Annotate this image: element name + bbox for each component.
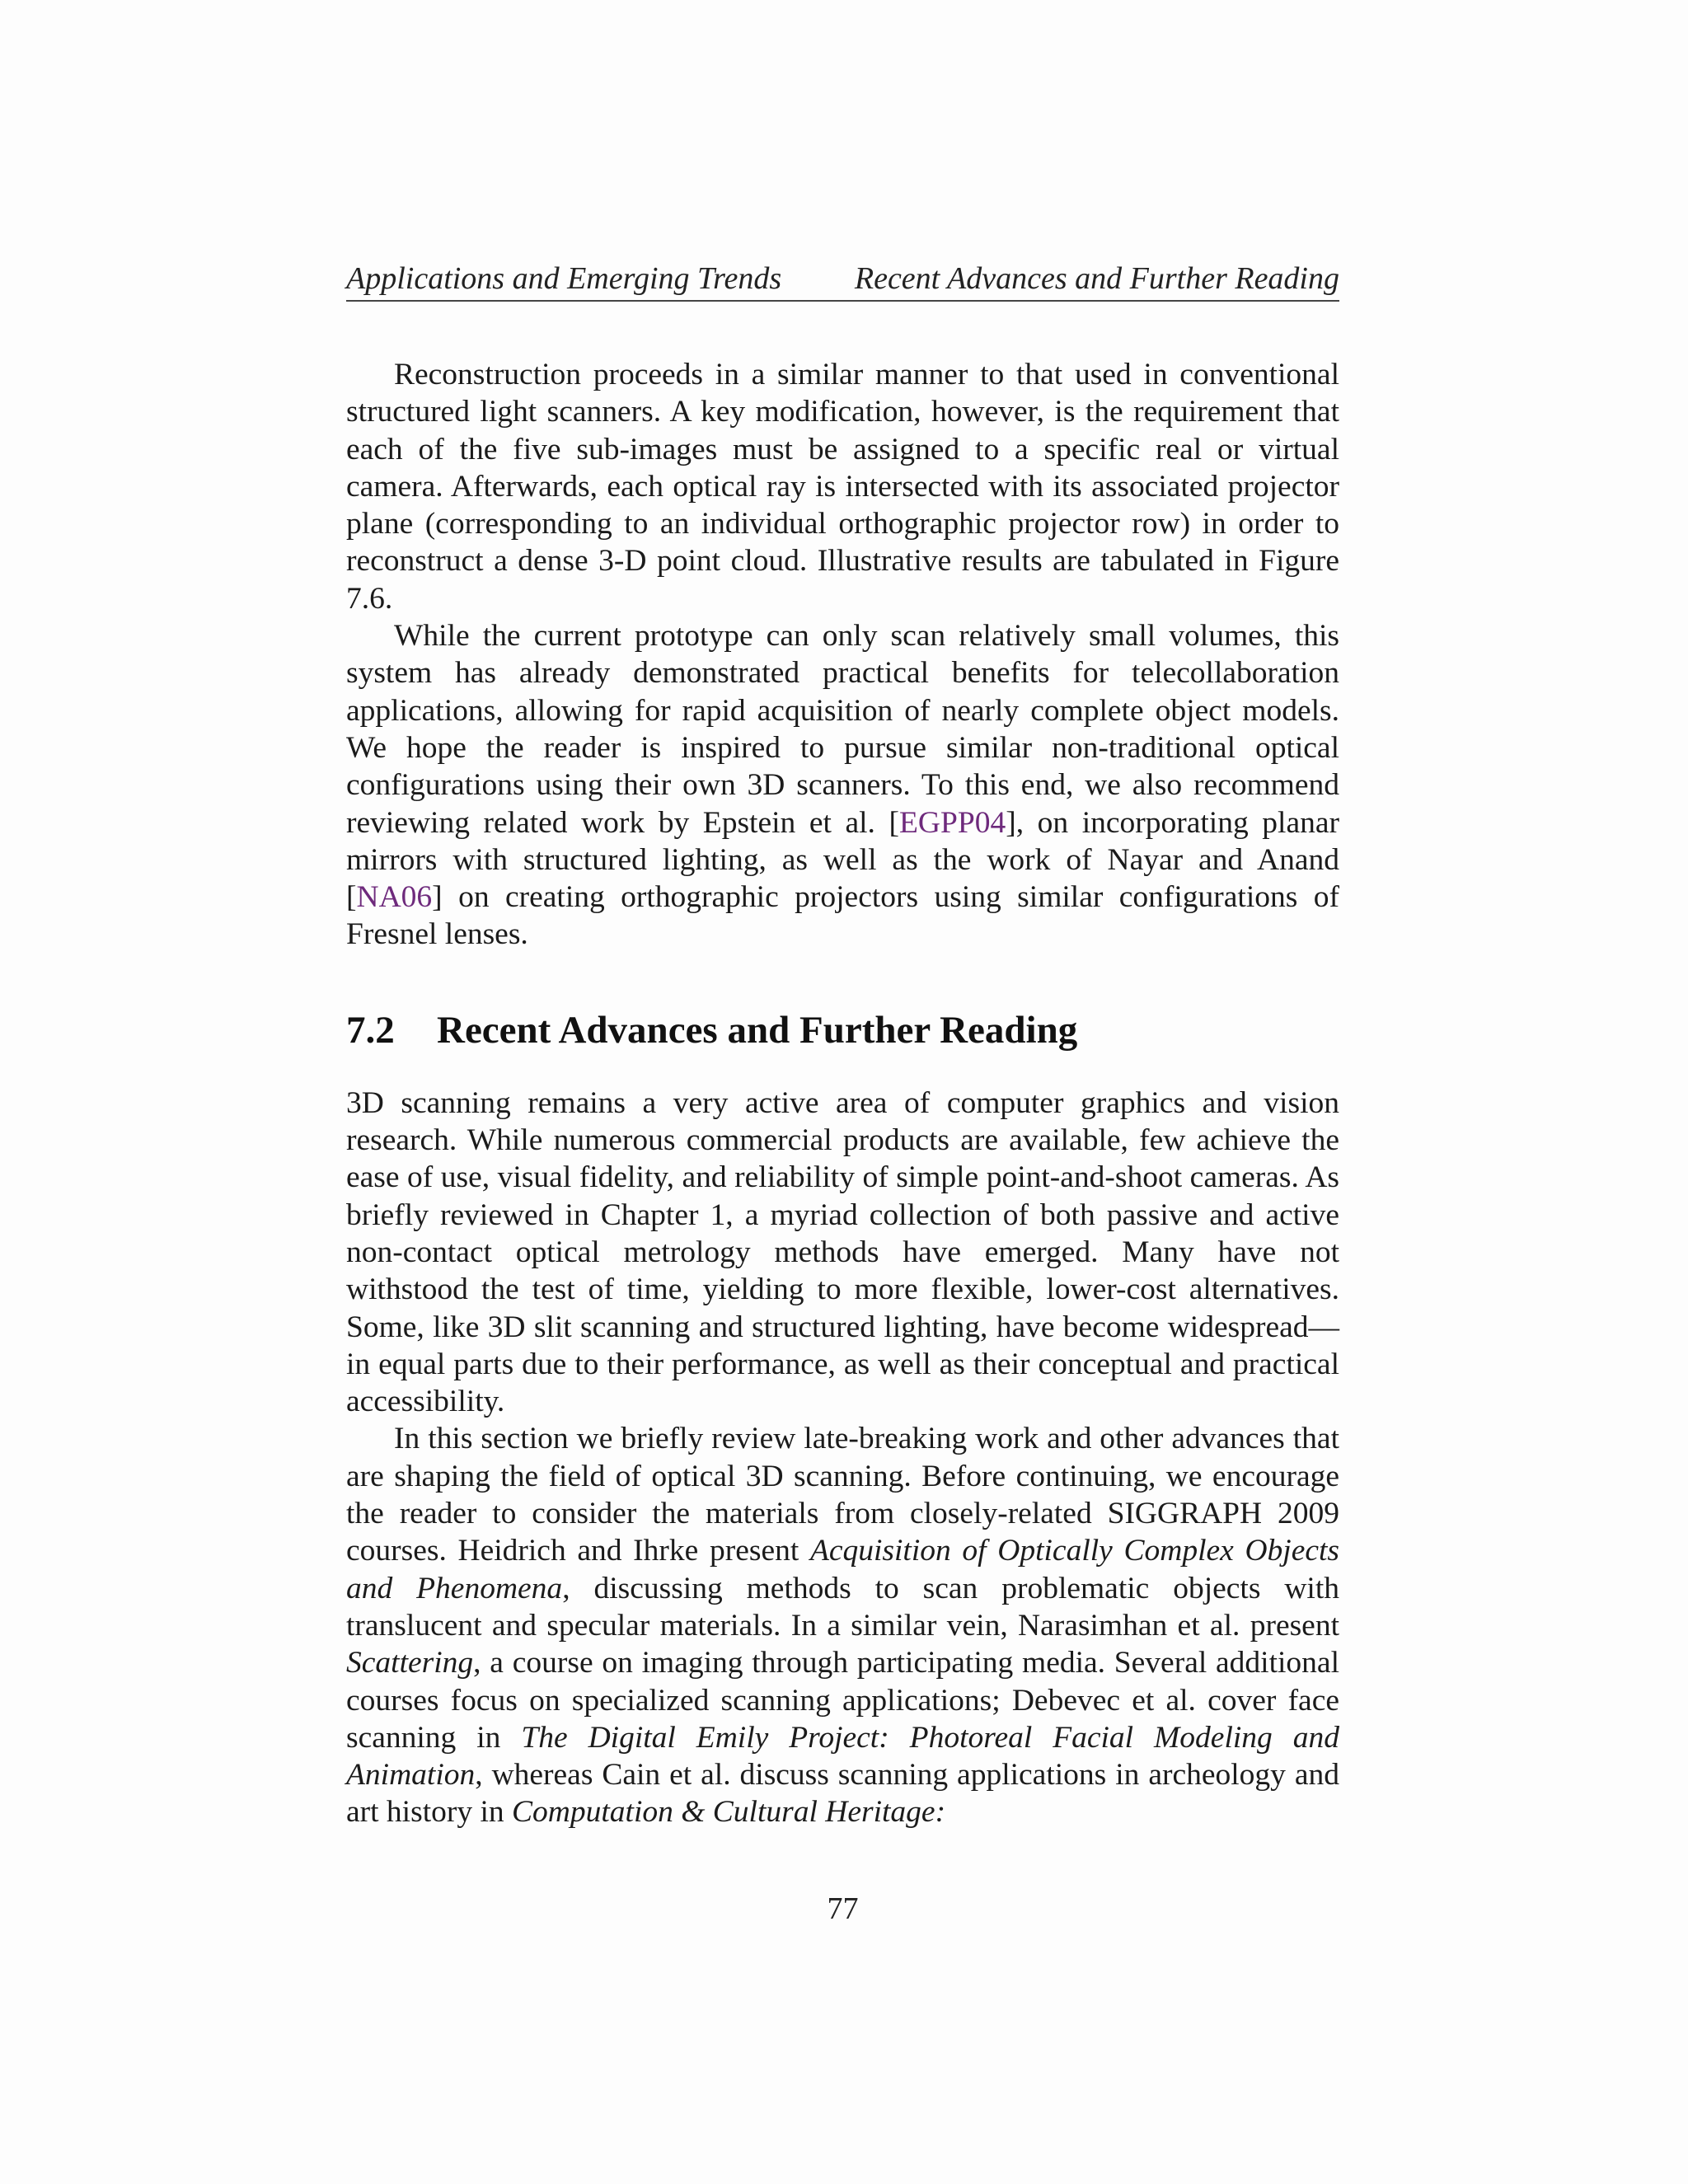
citation-na06[interactable]: NA06	[356, 880, 433, 915]
course-title-scattering: Scattering	[346, 1646, 474, 1680]
section-heading	[346, 1005, 1339, 1055]
paragraph-late-breaking	[346, 1420, 1339, 1830]
paragraph-text: In this section we briefly review late-breaking work and other advances that are shaping the field of optical 3D scanning. Before continuing, we encourage the reader to consider the materials from closely-related SIGGRAPH 2009 courses. Heidrich and Ihrke present	[346, 1422, 1339, 1568]
header-chapter-title: Applications and Emerging Trends	[346, 261, 782, 296]
course-title-cultural-heritage: Computation & Cultural Heritage:	[512, 1795, 946, 1830]
course-title-digital-emily: The Digital Emily Project: Photoreal Facial Modeling and Animation	[346, 1720, 1339, 1793]
paragraph-text: , whereas Cain et al. discuss scanning applications in archeology and art history in	[346, 1758, 1339, 1830]
paragraph-prototype	[346, 617, 1339, 954]
paragraph-text: , a course on imaging through participating media. Several additional courses focus on specialized scanning applications; Debevec et al. cover face scanning in	[346, 1646, 1339, 1755]
paragraph-text: , discussing methods to scan problematic objects with translucent and specular materials. In a similar vein, Narasimhan et al. present	[346, 1571, 1340, 1643]
citation-egpp04[interactable]: EGPP04	[899, 805, 1006, 840]
paragraph-active-area	[346, 1085, 1339, 1421]
body-text	[346, 356, 1339, 1831]
paragraph-text: Reconstruction proceeds in a similar manner to that used in conventional structured light scanners. A key modification, however, is the requirement that each of the five sub-images must be assigned to a specific real or virtual camera. Afterwards, each optical ray is intersected with its associated projector plane (corresponding to an individual orthographic projector row) in order to reconstruct a dense 3-D point cloud. Illustrative results are tabulated in Figure 7.6.	[346, 358, 1339, 616]
page	[346, 0, 1339, 2184]
paragraph-text: While the current prototype can only scan relatively small volumes, this system has already demonstrated practical benefits for telecollaboration applications, allowing for rapid acquisition of nearly complete object models. We hope the reader is inspired to pursue similar non-traditional optical configurations using their own 3D scanners. To this end, we also recommend reviewing related work by Epstein et al. [	[346, 619, 1339, 840]
section-number: 7.2	[346, 1008, 395, 1052]
paragraph-text: 3D scanning remains a very active area of computer graphics and vision research. While numerous commercial products are available, few achieve the ease of use, visual fidelity, and reliability of simple point-and-shoot cameras. As briefly reviewed in Chapter 1, a myriad collection of both passive and active non-contact optical metrology methods have emerged. Many have not withstood the test of time, yielding to more flexible, lower-cost alternatives. Some, like 3D slit scanning and structured lighting, have become widespread—in equal parts due to their performance, as well as their conceptual and practical accessibility.	[346, 1085, 1339, 1419]
course-title-acquisition: Acquisition of Optically Complex Objects and Phenomena	[346, 1534, 1339, 1605]
header-section-title: Recent Advances and Further Reading	[854, 261, 1339, 296]
paragraph-reconstruction	[346, 356, 1339, 617]
running-header	[346, 257, 1339, 302]
page-number: 77	[827, 1891, 859, 1926]
paragraph-text: ], on incorporating planar mirrors with structured lighting, as well as the work of Nayar and Anand [	[346, 805, 1339, 915]
section-title: Recent Advances and Further Reading	[437, 1008, 1078, 1052]
paragraph-text: ] on creating orthographic projectors using similar configurations of Fresnel lenses.	[346, 880, 1339, 952]
